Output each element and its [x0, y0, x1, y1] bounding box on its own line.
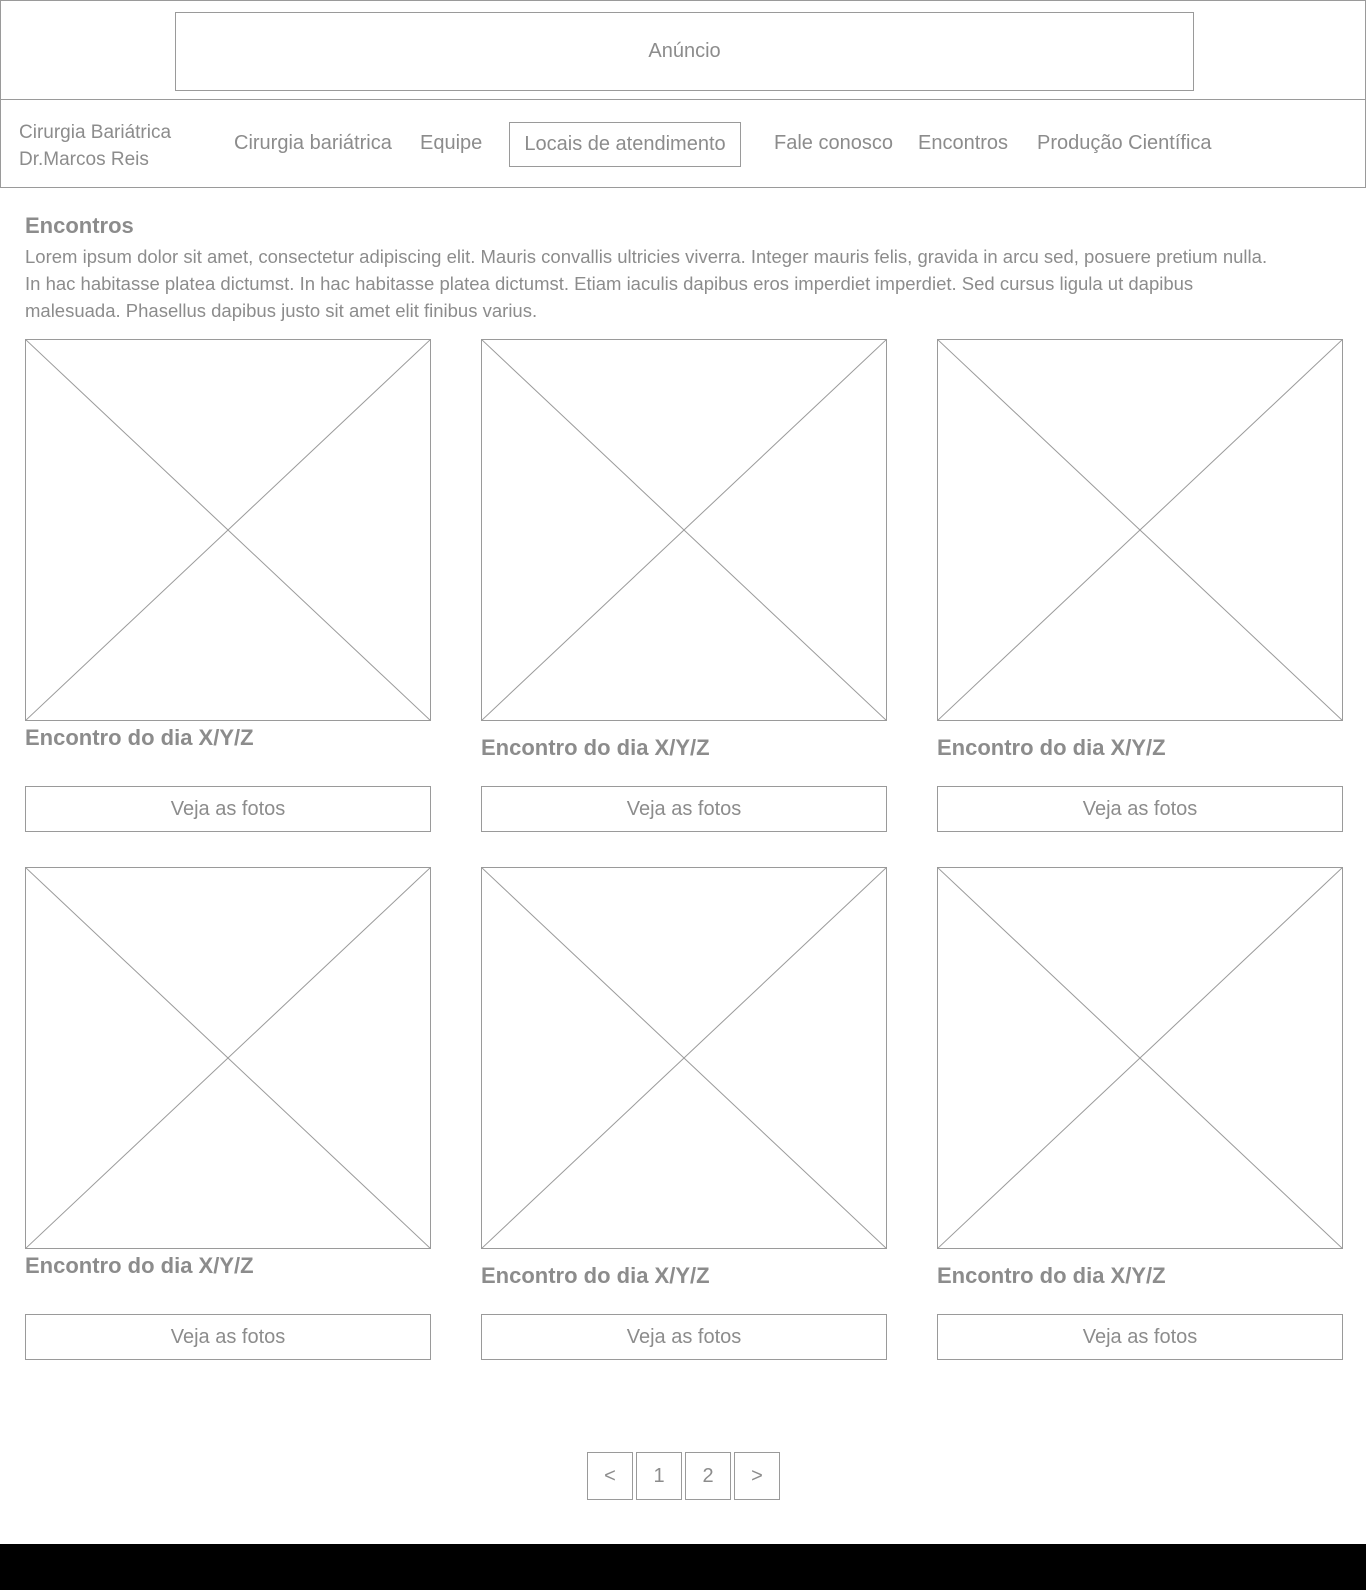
view-photos-button[interactable] — [481, 786, 887, 832]
event-title: Encontro do dia X/Y/Z — [25, 1253, 254, 1278]
image-placeholder[interactable] — [481, 339, 887, 721]
image-placeholder-icon — [481, 339, 887, 721]
button-label: Veja as fotos — [1082, 1325, 1198, 1348]
nav-item-locais-de-atendimento[interactable] — [509, 122, 741, 167]
image-placeholder[interactable] — [481, 867, 887, 1249]
main-navbar — [0, 99, 1366, 188]
pagination-page-1[interactable] — [636, 1452, 682, 1500]
event-title: Encontro do dia X/Y/Z — [937, 735, 1166, 760]
image-placeholder[interactable] — [937, 339, 1343, 721]
image-placeholder-icon — [937, 339, 1343, 721]
button-label: Veja as fotos — [1082, 797, 1198, 820]
page-title: Encontros — [25, 213, 134, 238]
nav-item-equipe[interactable]: Equipe — [420, 132, 483, 154]
button-label: Veja as fotos — [626, 1325, 742, 1348]
page-footer — [0, 1544, 1366, 1590]
pagination-page-2[interactable] — [685, 1452, 731, 1500]
site-brand[interactable] — [19, 119, 171, 173]
image-placeholder[interactable] — [937, 867, 1343, 1249]
chevron-right-icon: > — [751, 1464, 763, 1487]
ad-band — [0, 0, 1366, 100]
button-label: Veja as fotos — [626, 797, 742, 820]
image-placeholder-icon — [481, 867, 887, 1249]
ad-label: Anúncio — [648, 40, 721, 62]
button-label: Veja as fotos — [170, 797, 286, 820]
view-photos-button[interactable] — [937, 786, 1343, 832]
nav-item-encontros[interactable]: Encontros — [918, 132, 1009, 154]
image-placeholder-icon — [25, 867, 431, 1249]
page-number: 1 — [653, 1464, 665, 1487]
nav-item-producao-cientifica[interactable]: Produção Científica — [1037, 132, 1212, 154]
nav-item-cirurgia-bariatrica[interactable]: Cirurgia bariátrica — [234, 132, 392, 154]
nav-item-fale-conosco[interactable]: Fale conosco — [774, 132, 893, 154]
chevron-left-icon: < — [604, 1464, 616, 1487]
event-title: Encontro do dia X/Y/Z — [481, 735, 710, 760]
page-number: 2 — [702, 1464, 714, 1487]
view-photos-button[interactable] — [481, 1314, 887, 1360]
nav-item-label: Locais de atendimento — [524, 133, 726, 155]
image-placeholder-icon — [25, 339, 431, 721]
image-placeholder[interactable] — [25, 339, 431, 721]
button-label: Veja as fotos — [170, 1325, 286, 1348]
view-photos-button[interactable] — [25, 1314, 431, 1360]
view-photos-button[interactable] — [937, 1314, 1343, 1360]
brand-line-2: Dr.Marcos Reis — [19, 149, 149, 170]
pagination-next-button[interactable] — [734, 1452, 780, 1500]
event-title: Encontro do dia X/Y/Z — [25, 725, 254, 750]
view-photos-button[interactable] — [25, 786, 431, 832]
event-title: Encontro do dia X/Y/Z — [481, 1263, 710, 1288]
image-placeholder[interactable] — [25, 867, 431, 1249]
intro-text: Lorem ipsum dolor sit amet, consectetur adipiscing elit. Mauris convallis ultricies viverra. Integer mauris felis, gravida in arcu sed, posuere pretium nulla. In hac habitasse platea dictumst. In hac habitasse platea dictumst. Etiam iaculis dapibus eros imperdiet imperdiet. Sed cursus ligula ut dapibus malesuada. Phasellus dapibus justo sit amet elit finibus varius. — [25, 246, 1268, 321]
event-title: Encontro do dia X/Y/Z — [937, 1263, 1166, 1288]
brand-line-1: Cirurgia Bariátrica — [19, 122, 172, 143]
image-placeholder-icon — [937, 867, 1343, 1249]
pagination-prev-button[interactable] — [587, 1452, 633, 1500]
ad-placeholder[interactable] — [175, 12, 1194, 91]
